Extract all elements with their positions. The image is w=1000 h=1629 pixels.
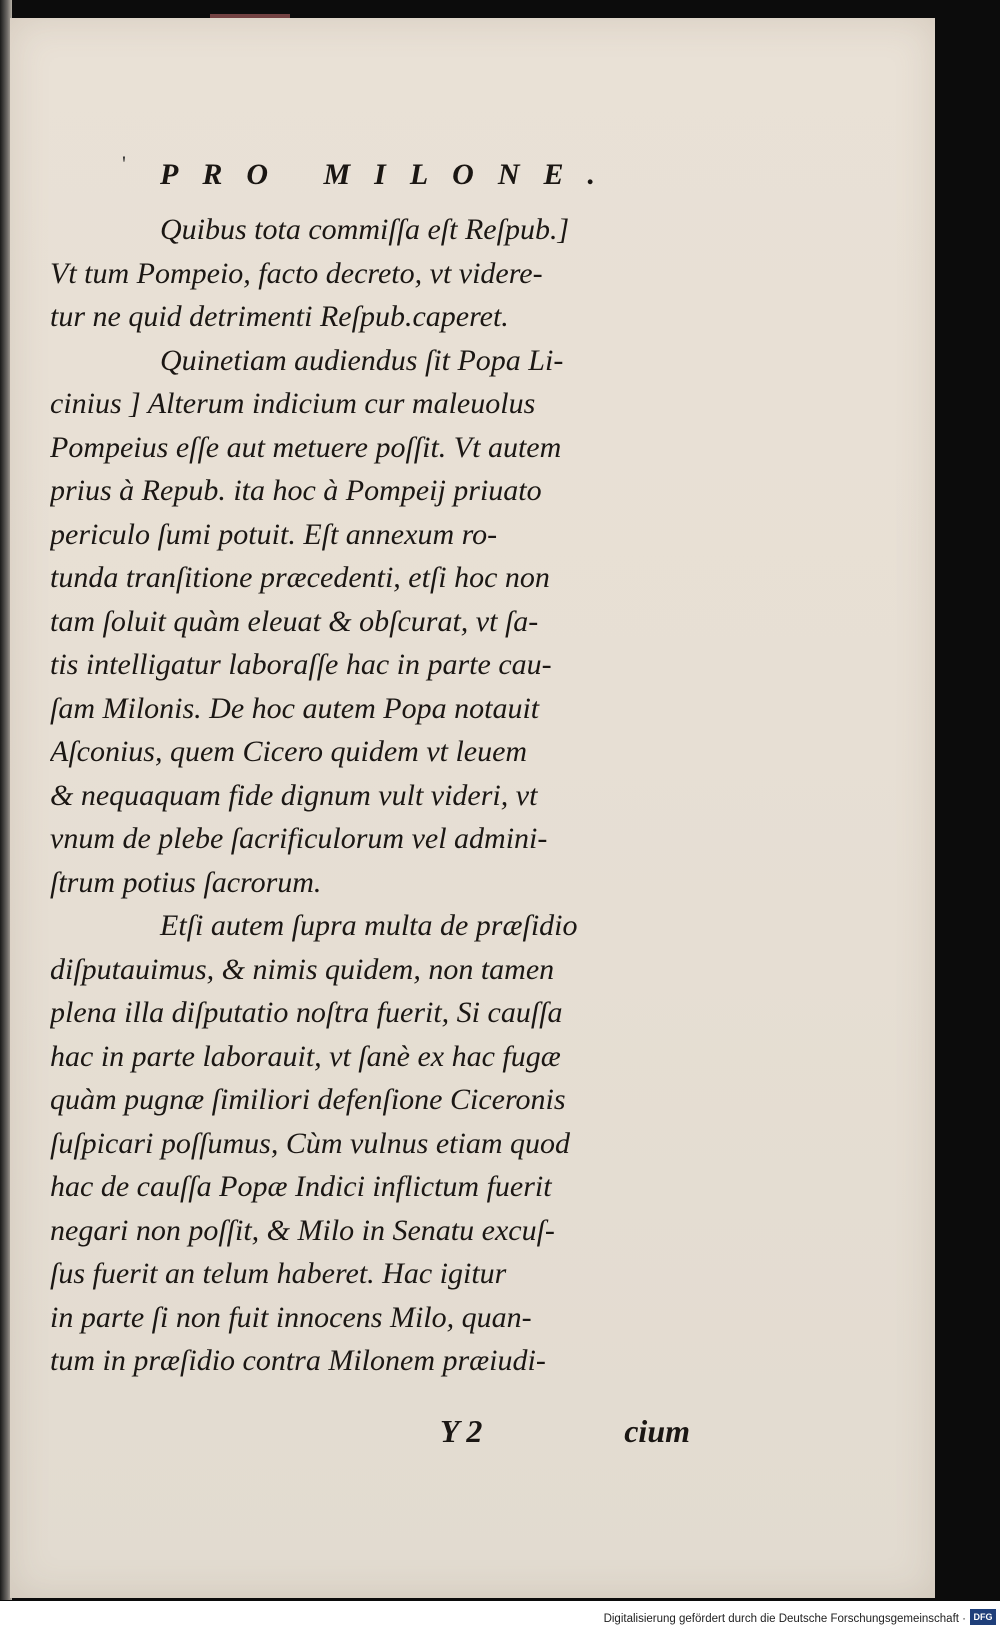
credit-bar <box>0 1601 1000 1629</box>
dfg-logo-icon: DFG <box>970 1609 996 1625</box>
text-line: Quibus tota commiſſa eſt Reſpub.] <box>160 213 570 246</box>
text-line: hac de cauſſa Popæ Indici inflictum fuerit <box>50 1170 552 1203</box>
text-line: Etſi autem ſupra multa de præſidio <box>160 909 578 942</box>
text-line: in parte ſi non fuit innocens Milo, quan- <box>50 1300 532 1334</box>
running-head: PRO MILONE. <box>160 158 620 191</box>
text-line: vnum de plebe ſacrificulorum vel admini- <box>50 822 548 855</box>
signature-mark: Y 2 <box>440 1413 483 1449</box>
text-line: diſputauimus, & nimis quidem, non tamen <box>50 952 555 986</box>
text-line: tum in præſidio contra Milonem præiudi- <box>50 1344 546 1377</box>
text-line: periculo ſumi potuit. Eſt annexum ro- <box>50 517 498 551</box>
text-line: tam ſoluit quàm eleuat & obſcurat, vt ſa- <box>50 604 539 638</box>
text-line: negari non poſſit, & Milo in Senatu excuſ- <box>50 1213 555 1247</box>
text-line: Aſconius, quem Cicero quidem vt leuem <box>50 735 528 768</box>
text-line: & nequaquam fide dignum vult videri, vt <box>50 778 538 812</box>
text-line: ſtrum potius ſacrorum. <box>50 865 322 899</box>
text-line: ſus fuerit an telum haberet. Hac igitur <box>50 1257 507 1290</box>
text-line: prius à Repub. ita hoc à Pompeij priuato <box>50 474 542 507</box>
ink-tick: ' <box>122 151 126 176</box>
text-line: tunda tranſitione præcedenti, etſi hoc non <box>50 561 550 594</box>
text-line: Pompeius eſſe aut metuere poſſit. Vt autem <box>50 430 562 464</box>
text-line: Vt tum Pompeio, facto decreto, vt videre- <box>50 256 543 290</box>
text-line: plena illa diſputatio noſtra fuerit, Si cauſſa <box>50 996 563 1029</box>
page-footer <box>50 1413 690 1457</box>
text-line: quàm pugnæ ſimiliori defenſione Ciceronis <box>50 1083 566 1116</box>
body-text <box>50 208 690 1383</box>
text-line: ſam Milonis. De hoc autem Popa notauit <box>50 691 540 725</box>
text-line: tis intelligatur laboraſſe hac in parte cau- <box>50 648 552 681</box>
text-line: ſuſpicari poſſumus, Cùm vulnus etiam quod <box>50 1126 570 1160</box>
digitization-credit: Digitalisierung gefördert durch die Deutsche Forschungsgemeinschaft · <box>603 1613 966 1625</box>
text-line: Quinetiam audiendus ſit Popa Li- <box>160 343 564 377</box>
book-page <box>10 18 935 1598</box>
text-line: cinius ] Alterum indicium cur maleuolus <box>50 387 536 420</box>
text-line: hac in parte laborauit, vt ſanè ex hac fugæ <box>50 1039 561 1073</box>
text-line: tur ne quid detrimenti Reſpub.caperet. <box>50 300 509 333</box>
catchword: cium <box>624 1413 690 1449</box>
